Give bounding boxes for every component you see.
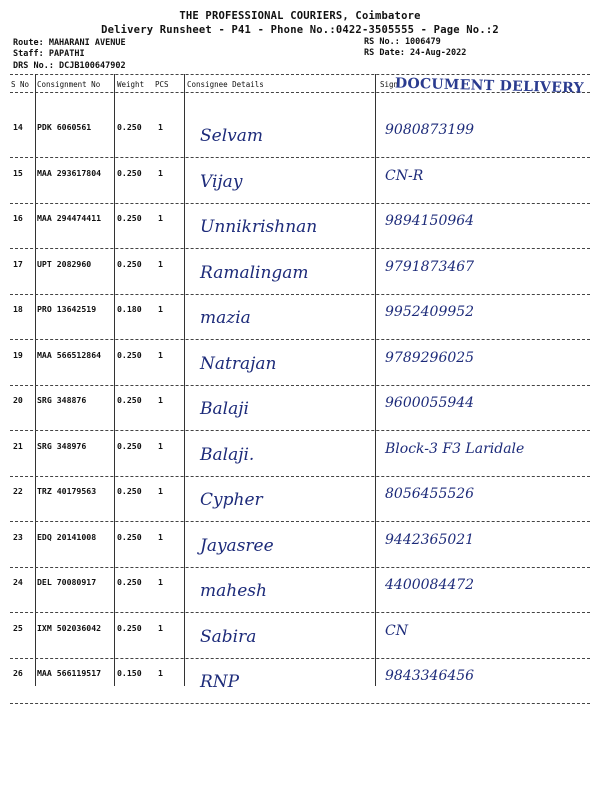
pieces-count: 1 xyxy=(158,531,163,542)
row-separator xyxy=(10,658,590,659)
consignee-name-handwritten: Natrajan xyxy=(200,353,277,374)
consignment-number: DEL 70080917 xyxy=(37,577,97,587)
signature-handwritten: 9442365021 xyxy=(385,531,475,548)
consignment-number: MAA 566512864 xyxy=(37,349,102,360)
pieces-count: 1 xyxy=(158,577,163,587)
signature-handwritten: 9843346456 xyxy=(385,668,475,684)
col-header-pcs: PCS xyxy=(155,80,169,89)
rs-date: RS Date: 24-Aug-2022 xyxy=(364,48,467,58)
signature-handwritten: CN xyxy=(385,622,408,639)
pieces-count: 1 xyxy=(158,668,163,678)
route-info: Route: MAHARANI AVENUE xyxy=(13,38,126,48)
col-header-signature: Sign xyxy=(380,80,399,89)
pieces-count: 1 xyxy=(158,213,163,223)
row-separator xyxy=(10,248,590,249)
col-header-consignee: Consignee Details xyxy=(187,80,264,89)
signature-handwritten: 9080873199 xyxy=(385,122,475,138)
weight-value: 0.150 xyxy=(117,668,142,678)
pieces-count: 1 xyxy=(158,486,163,496)
weight-value: 0.250 xyxy=(117,395,142,405)
pieces-count: 1 xyxy=(158,304,163,314)
weight-value: 0.250 xyxy=(117,577,142,587)
weight-value: 0.250 xyxy=(117,440,142,451)
row-separator xyxy=(10,385,590,386)
col-header-weight: Weight xyxy=(117,80,145,89)
weight-value: 0.250 xyxy=(117,213,142,223)
consignee-name-handwritten: Selvam xyxy=(200,126,264,146)
consignment-number: SRG 348976 xyxy=(37,440,87,451)
weight-value: 0.250 xyxy=(117,349,142,360)
col-header-consignment: Consignment No xyxy=(37,80,101,89)
row-separator xyxy=(10,430,590,431)
row-separator xyxy=(10,294,590,295)
signature-handwritten: 9894150964 xyxy=(385,213,475,229)
drs-number: DRS No.: DCJB100647902 xyxy=(13,61,126,71)
row-separator xyxy=(10,339,590,340)
pieces-count: 1 xyxy=(158,622,163,633)
staff-info: Staff: PAPATHI xyxy=(13,49,85,59)
weight-value: 0.250 xyxy=(117,122,142,132)
row-separator xyxy=(10,703,590,704)
signature-handwritten: CN-R xyxy=(385,167,424,184)
consignment-number: MAA 293617804 xyxy=(37,167,102,178)
pieces-count: 1 xyxy=(158,395,163,405)
signature-handwritten: 8056455526 xyxy=(385,486,475,502)
row-separator xyxy=(10,476,590,477)
row-separator xyxy=(10,612,590,613)
serial-number: 15 xyxy=(13,167,23,178)
signature-handwritten: 9789296025 xyxy=(385,349,475,366)
consignment-number: PRO 13642519 xyxy=(37,304,97,314)
consignee-name-handwritten: Balaji. xyxy=(200,444,255,465)
signature-handwritten: 9600055944 xyxy=(385,395,475,411)
consignment-number: UPT 2082960 xyxy=(37,258,92,269)
serial-number: 22 xyxy=(13,486,23,496)
consignment-number: IXM 502036042 xyxy=(37,622,102,633)
weight-value: 0.250 xyxy=(117,622,142,633)
consignee-name-handwritten: Sabira xyxy=(200,626,257,647)
serial-number: 20 xyxy=(13,395,23,405)
consignee-name-handwritten: mazia xyxy=(200,308,251,328)
serial-number: 16 xyxy=(13,213,23,223)
consignee-name-handwritten: Ramalingam xyxy=(200,262,309,283)
consignee-name-handwritten: Vijay xyxy=(200,171,243,192)
consignee-name-handwritten: Jayasree xyxy=(200,535,274,556)
signature-handwritten: Block-3 F3 Laridale xyxy=(385,440,525,457)
pieces-count: 1 xyxy=(158,167,163,178)
row-separator xyxy=(10,157,590,158)
consignment-number: MAA 566119517 xyxy=(37,668,102,678)
weight-value: 0.250 xyxy=(117,167,142,178)
consignee-name-handwritten: Balaji xyxy=(200,399,249,419)
signature-handwritten: 9952409952 xyxy=(385,304,475,320)
serial-number: 18 xyxy=(13,304,23,314)
header-top-rule xyxy=(10,74,590,75)
consignee-name-handwritten: mahesh xyxy=(200,581,267,601)
serial-number: 24 xyxy=(13,577,23,587)
table-row xyxy=(0,662,600,716)
serial-number: 19 xyxy=(13,349,23,360)
serial-number: 21 xyxy=(13,440,23,451)
consignee-name-handwritten: RNP xyxy=(200,672,240,692)
serial-number: 26 xyxy=(13,668,23,678)
signature-handwritten: 9791873467 xyxy=(385,258,475,275)
row-separator xyxy=(10,521,590,522)
weight-value: 0.250 xyxy=(117,258,142,269)
serial-number: 14 xyxy=(13,122,23,132)
pieces-count: 1 xyxy=(158,440,163,451)
consignee-name-handwritten: Unnikrishnan xyxy=(200,217,318,237)
row-separator xyxy=(10,203,590,204)
pieces-count: 1 xyxy=(158,349,163,360)
pieces-count: 1 xyxy=(158,122,163,132)
serial-number: 17 xyxy=(13,258,23,269)
consignment-number: EDQ 20141008 xyxy=(37,531,97,542)
consignee-name-handwritten: Cypher xyxy=(200,490,263,510)
rs-number: RS No.: 1006479 xyxy=(364,37,441,47)
pieces-count: 1 xyxy=(158,258,163,269)
signature-handwritten: 4400084472 xyxy=(385,577,475,593)
serial-number: 25 xyxy=(13,622,23,633)
weight-value: 0.250 xyxy=(117,531,142,542)
weight-value: 0.250 xyxy=(117,486,142,496)
col-header-sno: S No xyxy=(11,80,30,89)
consignment-number: PDK 6060561 xyxy=(37,122,92,132)
consignment-number: MAA 294474411 xyxy=(37,213,102,223)
consignment-number: SRG 348876 xyxy=(37,395,87,405)
consignment-number: TRZ 40179563 xyxy=(37,486,97,496)
serial-number: 23 xyxy=(13,531,23,542)
document-delivery-stamp: DOCUMENT DELIVERY xyxy=(394,75,585,97)
weight-value: 0.180 xyxy=(117,304,142,314)
row-separator xyxy=(10,567,590,568)
runsheet-title: Delivery Runsheet - P41 - Phone No.:0422-3505555 - Page No.:2 xyxy=(101,24,499,36)
company-title: THE PROFESSIONAL COURIERS, Coimbatore xyxy=(179,10,421,22)
